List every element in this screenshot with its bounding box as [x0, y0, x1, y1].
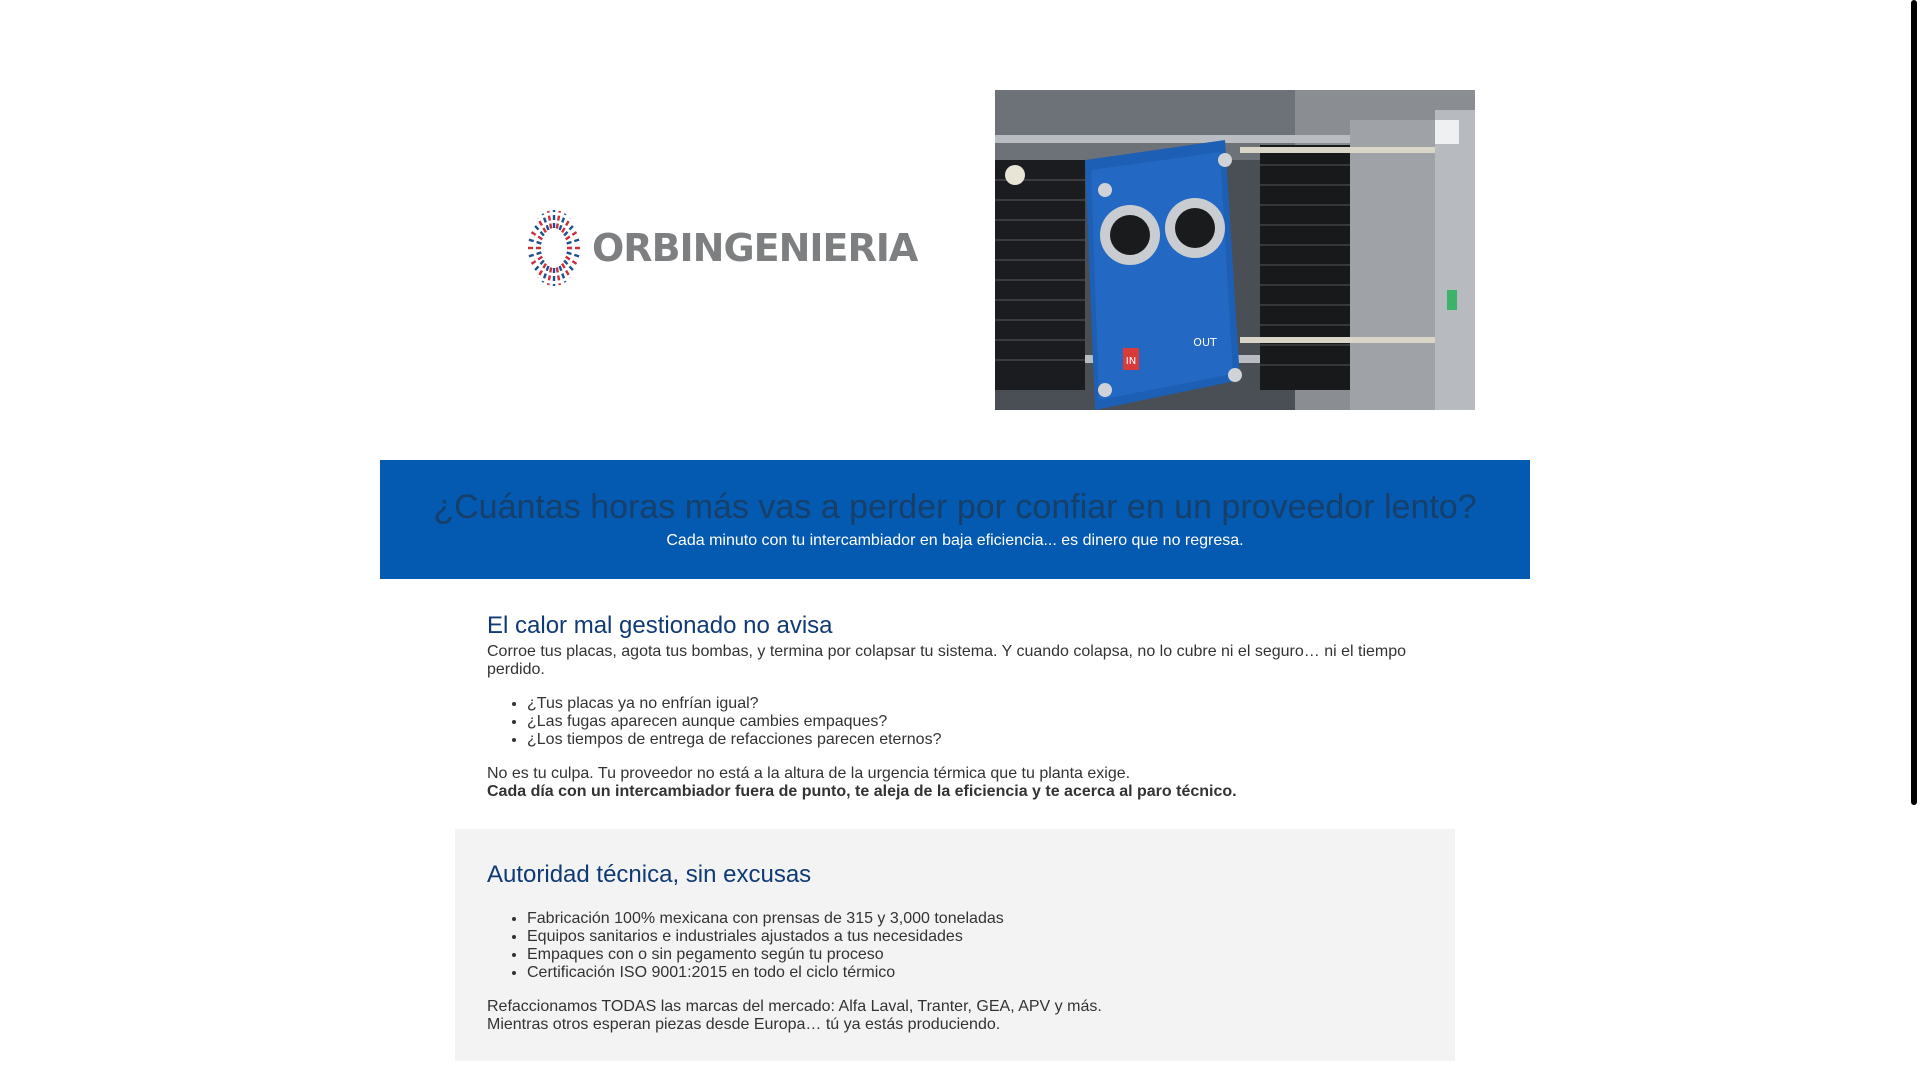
sunburst-ray — [560, 214, 566, 230]
sunburst-ray — [543, 266, 549, 282]
list-item: • Fabricación 100% mexicana con prensas de 315 y 3,000 toneladas — [527, 910, 1427, 928]
list-item: • Equipos sanitarios e industriales ajustados a tus necesidades — [527, 928, 1427, 946]
authority-heading: Autoridad técnica, sin excusas — [487, 861, 812, 888]
sunburst-ray — [567, 252, 580, 256]
plate-heat-exchanger-photo — [995, 90, 1475, 410]
list-item: • ¿Los tiempos de entrega de refacciones parecen eternos? — [527, 731, 1427, 749]
sunburst-ray — [560, 266, 566, 282]
problem-closing: No es tu culpa. Tu proveedor no está a la altura de la urgencia térmica que tu planta exige. — [487, 764, 1131, 782]
out-label: OUT — [1193, 336, 1217, 349]
list-item: • Certificación ISO 9001:2015 en todo el ciclo térmico — [527, 964, 1427, 982]
sunburst-ray — [543, 214, 549, 230]
sunburst-logo-icon — [524, 207, 584, 289]
sunburst-ray — [548, 211, 551, 229]
sunburst-ray — [557, 211, 560, 229]
sunburst-ray — [548, 268, 551, 286]
sunburst-ray — [529, 252, 542, 256]
page-scrollbar[interactable] — [1910, 0, 1920, 1080]
scrollbar-thumb[interactable] — [1911, 0, 1917, 805]
list-item: • ¿Tus placas ya no enfrían igual? — [527, 695, 1427, 713]
list-item: • Empaques con o sin pegamento según tu proceso — [527, 946, 1427, 964]
problem-section — [487, 612, 1427, 801]
production-line: Mientras otros esperan piezas desde Europa… tú ya estás produciendo. — [487, 1015, 1001, 1033]
sunburst-ray — [557, 268, 560, 286]
brand-logo[interactable] — [524, 207, 917, 289]
list-item: • ¿Las fugas aparecen aunque cambies empaques? — [527, 713, 1427, 731]
problem-intro: Corroe tus placas, agota tus bombas, y termina por colapsar tu sistema. Y cuando colapsa, no lo cubre ni el seguro… ni el tiempo perdido. — [487, 642, 1407, 678]
authority-section — [487, 861, 1427, 1034]
banner-title: ¿Cuántas horas más vas a perder por confiar en un proveedor lento? — [433, 488, 1477, 526]
authority-list — [487, 910, 1427, 982]
sunburst-ray — [567, 240, 580, 244]
cta-banner — [380, 460, 1530, 579]
banner-subtitle: Cada minuto con tu intercambiador en baja eficiencia... es dinero que no regresa. — [666, 532, 1244, 549]
problem-closing-bold: Cada día con un intercambiador fuera de punto, te aleja de la eficiencia y te acerca al paro técnico. — [487, 782, 1237, 800]
in-label: IN — [1125, 356, 1137, 367]
problem-list — [487, 695, 1427, 749]
brand-name: ORBINGENIERIA — [592, 226, 918, 270]
brands-line: Refaccionamos TODAS las marcas del mercado: Alfa Laval, Tranter, GEA, APV y más. — [487, 997, 1102, 1015]
sunburst-ray — [529, 240, 542, 244]
problem-heading: El calor mal gestionado no avisa — [487, 612, 833, 639]
hero-section — [0, 0, 1920, 460]
